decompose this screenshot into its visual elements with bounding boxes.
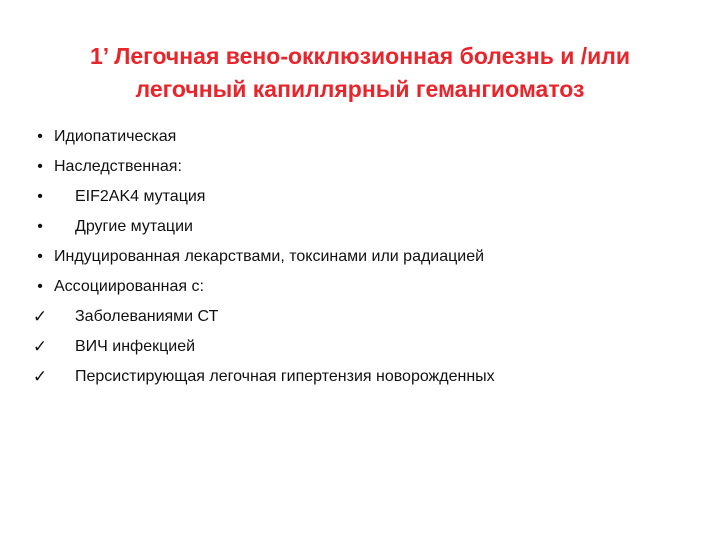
- bullet-list: [30, 122, 710, 392]
- list-item-text: EIF2AK4 мутация: [75, 188, 206, 205]
- list-item-text: Заболеваниями СТ: [75, 308, 219, 325]
- list-item-ctd: [30, 302, 710, 332]
- checkmark-icon: ✓: [32, 307, 48, 326]
- slide-title: [30, 40, 690, 106]
- list-item-induced: [30, 242, 710, 272]
- bullet-icon: •: [37, 188, 43, 205]
- checkmark-icon: ✓: [32, 337, 48, 356]
- list-item-idiopathic: [30, 122, 710, 152]
- bullet-icon: •: [37, 158, 43, 175]
- title-line-1: 1’ Легочная вено-окклюзионная болезнь и /или: [89, 43, 631, 69]
- list-item-pphn: [30, 362, 710, 392]
- bullet-icon: •: [37, 218, 43, 235]
- list-item-hiv: [30, 332, 710, 362]
- list-item-text: Идиопатическая: [54, 128, 177, 145]
- list-item-text: Ассоциированная с:: [54, 278, 204, 295]
- list-item-text: ВИЧ инфекцией: [75, 338, 196, 355]
- list-item-associated: [30, 272, 710, 302]
- list-item-text: Индуцированная лекарствами, токсинами или радиацией: [54, 248, 485, 265]
- checkmark-icon: ✓: [32, 367, 48, 386]
- bullet-icon: •: [37, 278, 43, 295]
- title-line-2: легочный капиллярный гемангиоматоз: [135, 76, 585, 102]
- bullet-icon: •: [37, 248, 43, 265]
- list-item-other-mutations: [30, 212, 710, 242]
- list-item-text: Другие мутации: [75, 218, 193, 235]
- list-item-text: Наследственная:: [54, 158, 182, 175]
- list-item-text: Персистирующая легочная гипертензия новорожденных: [75, 368, 495, 385]
- list-item-eif2ak4: [30, 182, 710, 212]
- list-item-hereditary: [30, 152, 710, 182]
- bullet-icon: •: [37, 128, 43, 145]
